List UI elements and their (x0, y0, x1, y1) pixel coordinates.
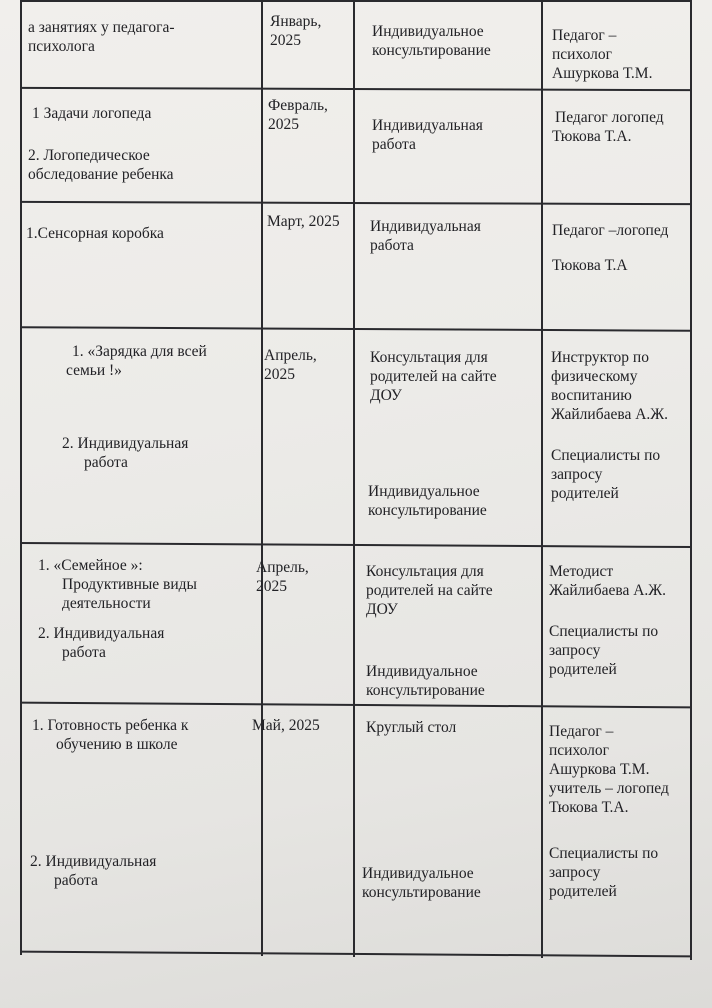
table-hline (20, 542, 692, 548)
cell-topic (38, 624, 164, 662)
line: консультирование (372, 42, 491, 59)
line: родителей (549, 883, 617, 900)
line: Февраль, (268, 97, 328, 114)
cell-responsible (551, 348, 668, 424)
line: Индивидуальная (372, 117, 483, 134)
cell-topic (28, 146, 174, 184)
cell-responsible (549, 562, 666, 600)
line: запросу (551, 466, 603, 483)
line: консультирование (368, 502, 487, 519)
cell-form (366, 718, 456, 737)
line: 2. Индивидуальная (62, 435, 189, 452)
cell-topic (28, 18, 175, 56)
line: запросу (549, 864, 601, 881)
cell-date (264, 346, 317, 384)
cell-responsible (551, 446, 660, 503)
line: Тюкова Т.А. (549, 799, 629, 816)
cell-responsible (549, 844, 658, 901)
line: а занятиях у педагога- (28, 19, 175, 36)
line: 1.Сенсорная коробка (26, 225, 164, 242)
table-hline (20, 87, 692, 91)
table-hline (20, 702, 692, 709)
cell-form (368, 482, 487, 520)
line: Педагог – (552, 27, 617, 44)
line: Ашуркова Т.М. (549, 761, 650, 778)
line: родителей на сайте (370, 368, 497, 385)
line: родителей (551, 485, 619, 502)
cell-form (362, 864, 481, 902)
cell-responsible (552, 221, 668, 240)
line: Январь, (270, 13, 322, 30)
line: 1 Задачи логопеда (32, 105, 152, 122)
line: консультирование (362, 884, 481, 901)
line: 2. Индивидуальная (38, 625, 165, 642)
line: Консультация для (370, 349, 488, 366)
line: работа (54, 872, 98, 889)
cell-form (366, 562, 493, 619)
line: ДОУ (370, 387, 402, 404)
table-vline (690, 0, 692, 960)
line: психолог (549, 742, 610, 759)
cell-form (370, 217, 481, 255)
line: Индивидуальное (366, 663, 478, 680)
line: Тюкова Т.А. (552, 128, 632, 145)
line: физическому (551, 368, 638, 385)
line: Инструктор по (551, 349, 649, 366)
line: воспитанию (551, 387, 632, 404)
cell-topic (30, 852, 156, 890)
table-vline (353, 0, 355, 957)
line: родителей на сайте (366, 582, 493, 599)
line: Индивидуальное (362, 865, 474, 882)
line: Педагог –логопед (552, 222, 669, 239)
line: Методист (549, 563, 614, 580)
cell-topic (32, 716, 188, 754)
line: родителей (549, 661, 617, 678)
line: работа (372, 136, 416, 153)
line: Специалисты по (549, 623, 659, 640)
line: Индивидуальное (368, 483, 480, 500)
line: работа (62, 644, 106, 661)
line: Педагог – (549, 723, 614, 740)
table-hline (20, 326, 692, 332)
cell-responsible (549, 722, 669, 817)
cell-topic (66, 342, 207, 380)
cell-topic (62, 434, 188, 472)
line: Жайлибаева А.Ж. (551, 406, 669, 423)
line: психолога (28, 38, 95, 55)
line: 2. Логопедическое (28, 147, 150, 164)
line: Апрель, (256, 559, 309, 576)
line: Специалисты по (551, 447, 661, 464)
cell-form (370, 348, 497, 405)
table-hline (20, 201, 692, 205)
line: ДОУ (366, 601, 398, 618)
line: семьи !» (66, 362, 122, 379)
line: Индивидуальное (372, 23, 484, 40)
line: Тюкова Т.А (552, 257, 628, 274)
line: Ашуркова Т.М. (552, 65, 653, 82)
cell-form (372, 22, 491, 60)
line: учитель – логопед (549, 780, 669, 797)
line: Продуктивные виды (62, 576, 197, 593)
line: 2025 (256, 578, 287, 595)
cell-form (372, 116, 483, 154)
line: Консультация для (366, 563, 484, 580)
table-hline (20, 0, 692, 2)
line: 1. «Зарядка для всей (72, 343, 207, 360)
cell-date (252, 716, 320, 735)
line: консультирование (366, 682, 485, 699)
cell-responsible (549, 622, 658, 679)
table-vline (20, 0, 22, 955)
cell-date (267, 212, 340, 231)
table-vline (541, 0, 543, 958)
cell-responsible (552, 256, 628, 275)
line: работа (370, 237, 414, 254)
cell-responsible (552, 26, 652, 83)
cell-form (366, 662, 485, 700)
line: 2. Индивидуальная (30, 853, 157, 870)
cell-topic (38, 556, 197, 613)
line: работа (84, 454, 128, 471)
line: Индивидуальная (370, 218, 481, 235)
line: запросу (549, 642, 601, 659)
line: психолог (552, 46, 613, 63)
line: Педагог логопед (555, 109, 664, 126)
line: деятельности (62, 595, 151, 612)
line: Специалисты по (549, 845, 659, 862)
table-hline (20, 951, 692, 958)
line: Круглый стол (366, 719, 457, 736)
table-vline (261, 0, 263, 956)
cell-date (268, 96, 328, 134)
line: Апрель, (264, 347, 317, 364)
line: 1. Готовность ребенка к (32, 717, 189, 734)
cell-topic (26, 224, 164, 243)
cell-date (256, 558, 309, 596)
line: обследование ребенка (28, 166, 174, 183)
line: 2025 (268, 116, 299, 133)
line: Май, 2025 (252, 717, 320, 734)
line: Жайлибаева А.Ж. (549, 582, 667, 599)
line: 2025 (270, 32, 301, 49)
line: обучению в школе (56, 736, 178, 753)
line: Март, 2025 (267, 213, 340, 230)
cell-topic (32, 104, 151, 123)
line: 2025 (264, 366, 295, 383)
cell-responsible (552, 108, 664, 146)
line: 1. «Семейное »: (38, 557, 143, 574)
cell-date (270, 12, 321, 50)
